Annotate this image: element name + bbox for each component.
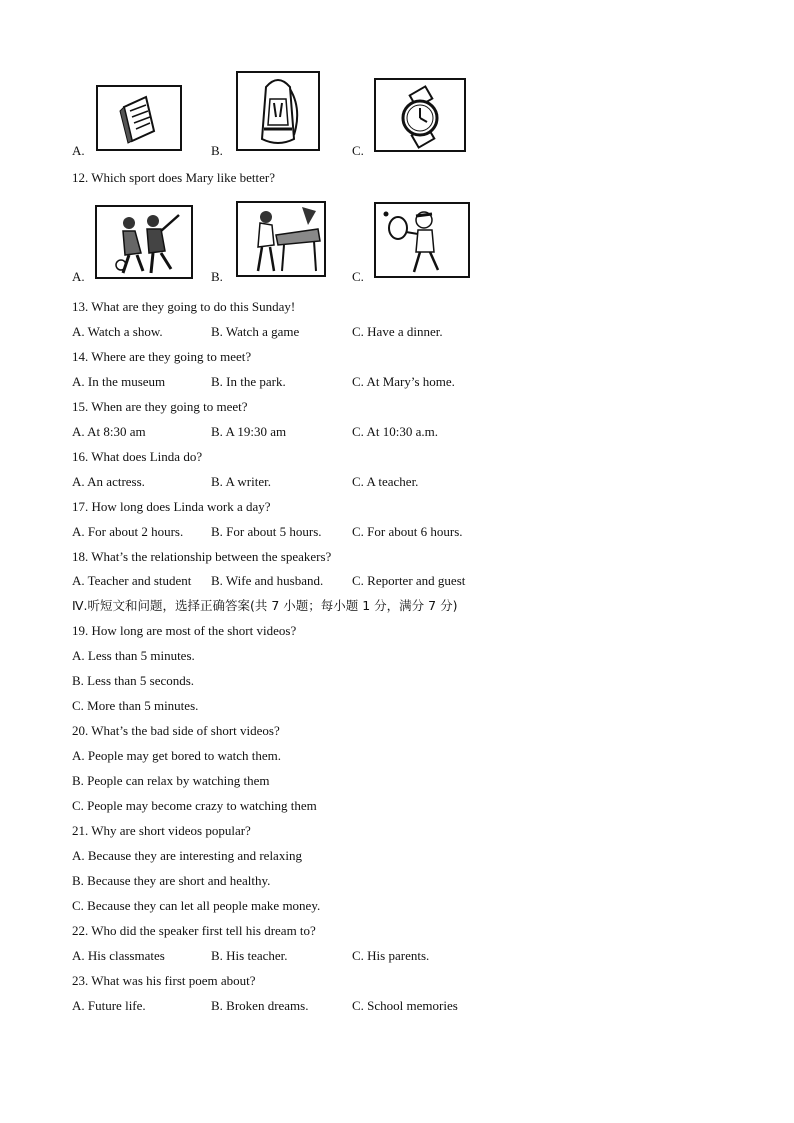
q17-option-c: C. For about 6 hours. <box>352 524 463 539</box>
q14-option-a: A. In the museum <box>72 374 166 389</box>
q17-option-b: B. For about 5 hours. <box>211 524 322 539</box>
basketball-players-icon <box>95 205 195 281</box>
q21-option-a: A. Because they are interesting and relaxing <box>72 848 302 863</box>
q20-question: 20. What’s the bad side of short videos? <box>72 723 280 738</box>
q15-option-b: B. A 19:30 am <box>211 424 287 439</box>
q12-option-a-letter: A. <box>72 269 85 284</box>
q14-option-b: B. In the park. <box>211 374 286 389</box>
q20-option-a: A. People may get bored to watch them. <box>72 748 282 763</box>
q15-question: 15. When are they going to meet? <box>72 399 248 414</box>
q16-option-b: B. A writer. <box>211 474 271 489</box>
q22-option-a: A. His classmates <box>72 948 165 963</box>
q13-option-b: B. Watch a game <box>211 324 300 339</box>
q12-option-c-letter: C. <box>352 269 364 284</box>
q18-question: 18. What’s the relationship between the speakers? <box>72 549 332 564</box>
q15-option-a: A. At 8:30 am <box>72 424 146 439</box>
q13-question: 13. What are they going to do this Sunday! <box>72 299 296 314</box>
q23-option-c: C. School memories <box>352 998 458 1013</box>
q22-option-b: B. His teacher. <box>211 948 288 963</box>
q11-option-c-letter: C. <box>352 143 364 158</box>
q17-option-a: A. For about 2 hours. <box>72 524 184 539</box>
q19-option-a: A. Less than 5 minutes. <box>72 648 195 663</box>
q18-option-c: C. Reporter and guest <box>352 573 466 588</box>
q20-option-c: C. People may become crazy to watching them <box>72 798 317 813</box>
q23-question: 23. What was his first poem about? <box>72 973 256 988</box>
watch-icon <box>374 78 468 154</box>
q14-question: 14. Where are they going to meet? <box>72 349 252 364</box>
q16-option-a: A. An actress. <box>72 474 145 489</box>
q20-option-b: B. People can relax by watching them <box>72 773 270 788</box>
q22-question: 22. Who did the speaker first tell his dream to? <box>72 923 316 938</box>
q15-option-c: C. At 10:30 a.m. <box>352 424 438 439</box>
q12-question: 12. Which sport does Mary like better? <box>72 170 276 185</box>
q12-option-b-letter: B. <box>211 269 223 284</box>
q17-question: 17. How long does Linda work a day? <box>72 499 271 514</box>
backpack-icon <box>236 69 322 153</box>
q14-option-c: C. At Mary’s home. <box>352 374 455 389</box>
q19-option-b: B. Less than 5 seconds. <box>72 673 195 688</box>
q16-option-c: C. A teacher. <box>352 474 419 489</box>
q18-option-a: A. Teacher and student <box>72 573 192 588</box>
tennis-player-icon <box>374 202 472 280</box>
ping-pong-player-icon <box>236 201 326 279</box>
q11-option-a-letter: A. <box>72 143 85 158</box>
q23-option-a: A. Future life. <box>72 998 146 1013</box>
section-iv-heading: Ⅳ.听短文和问题，选择正确答案(共 7 小题；每小题 1 分，满分 7 分) <box>72 598 458 613</box>
q21-option-c: C. Because they can let all people make money. <box>72 898 321 913</box>
q21-question: 21. Why are short videos popular? <box>72 823 251 838</box>
q19-option-c: C. More than 5 minutes. <box>72 698 199 713</box>
q11-option-b-letter: B. <box>211 143 223 158</box>
book-icon <box>96 85 182 151</box>
q21-option-b: B. Because they are short and healthy. <box>72 873 271 888</box>
q13-option-a: A. Watch a show. <box>72 324 163 339</box>
q13-option-c: C. Have a dinner. <box>352 324 443 339</box>
q19-question: 19. How long are most of the short videos? <box>72 623 297 638</box>
q18-option-b: B. Wife and husband. <box>211 573 324 588</box>
q16-question: 16. What does Linda do? <box>72 449 203 464</box>
q23-option-b: B. Broken dreams. <box>211 998 309 1013</box>
q22-option-c: C. His parents. <box>352 948 430 963</box>
